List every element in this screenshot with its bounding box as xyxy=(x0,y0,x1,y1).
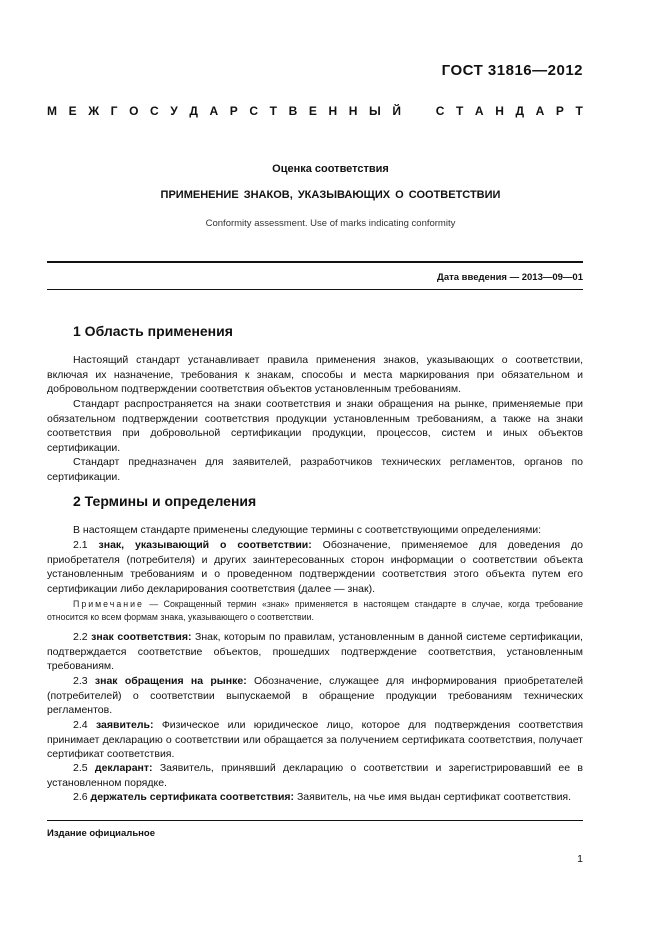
term-number: 2.1 xyxy=(73,539,88,551)
letter: А xyxy=(209,104,219,118)
term-2-6 xyxy=(47,790,583,805)
paragraph-text: В настоящем стандарте применены следующие термины с соответствующими определениями: xyxy=(73,524,542,536)
letter: Н xyxy=(348,104,358,118)
section-1-heading: 1 Область применения xyxy=(73,323,233,339)
term-number: 2.4 xyxy=(73,719,88,731)
term-2-1 xyxy=(47,538,583,596)
note xyxy=(47,598,583,624)
term-definition: Заявитель, принявший декларацию о соответствии и зарегистрировавший ее в установленном порядке. xyxy=(47,762,583,789)
letter: Й xyxy=(392,104,401,118)
term-definition: Знак, которым по правилам, установленным в данной системе сертификации, подтверждается соответствие объектов, прошедших подтверждение соответствия, установленным требованиям. xyxy=(47,631,583,673)
letter: Н xyxy=(495,104,504,118)
term-name: знак соответствия: xyxy=(91,631,192,643)
term-number: 2.3 xyxy=(73,675,88,687)
term-number: 2.6 xyxy=(73,791,88,803)
letter: Т xyxy=(455,104,464,118)
subject-title: Оценка соответствия xyxy=(272,163,389,175)
section-2-intro xyxy=(47,523,583,538)
document-title: ПРИМЕНЕНИЕ ЗНАКОВ, УКАЗЫВАЮЩИХ О СООТВЕТСТВИИ xyxy=(160,189,501,201)
term-name: знак обращения на рынке: xyxy=(94,675,247,687)
note-text: — Сокращенный термин «знак» применяется в настоящем стандарте в случае, когда требование относится ко всем формам знака, указывающего о соответствии. xyxy=(47,599,583,622)
term-number: 2.5 xyxy=(73,762,88,774)
section-1-paragraph-3 xyxy=(47,455,583,484)
paragraph-text: Настоящий стандарт устанавливает правила применения знаков, указывающих о соответствии, включая их назначение, требования к знакам, способы и места маркирования при обязательном и добровольном подтверждении соответствия объектов установленным требованиям. xyxy=(47,354,583,396)
letter: С xyxy=(435,104,445,118)
letter: Н xyxy=(328,104,338,118)
letter: С xyxy=(249,104,259,118)
english-title: Conformity assessment. Use of marks indicating conformity xyxy=(205,218,456,229)
term-definition: Обозначение, применяемое для доведения до приобретателя (потребителя) и других заинтересованных сторон информации о соответствии объекта установленным требованиям и о проведенном подтверждении соответствия этого объекта путем его сертификации либо декларирования соответствия (далее — знак). xyxy=(47,539,584,595)
letter: Ж xyxy=(88,104,100,118)
date-divider xyxy=(47,289,583,290)
note-label: Примечание xyxy=(73,599,144,609)
paragraph-text: Стандарт предназначен для заявителей, разработчиков технических регламентов, органов по сертификации. xyxy=(47,456,583,483)
term-name: знак, указывающий о соответствии: xyxy=(98,539,312,551)
letter: Д xyxy=(515,104,525,118)
gost-number: ГОСТ 31816—2012 xyxy=(441,62,583,79)
section-1-paragraph-2 xyxy=(47,397,583,455)
letter: У xyxy=(170,104,178,118)
term-name: держатель сертификата соответствия: xyxy=(90,791,295,803)
letter: В xyxy=(288,104,298,118)
term-definition: Заявитель, на чье имя выдан сертификат соответствия. xyxy=(296,791,572,803)
letter: А xyxy=(535,104,545,118)
standard-type-heading xyxy=(47,104,583,118)
official-edition-label: Издание официальное xyxy=(47,828,155,839)
term-name: заявитель: xyxy=(95,719,154,731)
term-2-4 xyxy=(47,718,583,762)
section-2-heading: 2 Термины и определения xyxy=(73,493,257,509)
introduction-date: Дата введения — 2013—09—01 xyxy=(437,272,583,283)
term-number: 2.2 xyxy=(73,631,88,643)
term-2-2 xyxy=(47,630,583,674)
title-divider xyxy=(47,261,583,263)
term-definition: Обозначение, служащее для информирования приобретателей (потребителей) о соответствии выпускаемой в обращение продукции требованиям технических регламентов. xyxy=(47,675,584,717)
letter: Г xyxy=(110,104,118,118)
term-name: декларант: xyxy=(94,762,153,774)
section-1-paragraph-1 xyxy=(47,353,583,397)
letter: С xyxy=(150,104,159,118)
letter: Т xyxy=(575,104,583,118)
letter: Р xyxy=(229,104,238,118)
term-definition: Физическое или юридическое лицо, которое для подтверждения соответствия принимает декларацию о соответствии или обращается за получением сертификата соответствия, получает сертификат соответствия. xyxy=(47,719,584,761)
letter: Д xyxy=(189,104,198,118)
letter: Ы xyxy=(368,104,381,118)
letter: М xyxy=(47,104,57,118)
paragraph-text: Стандарт распространяется на знаки соответствия и знаки обращения на рынке, применяемые при обязательном подтверждении соответствия продукции установленным требованиям, а также на знаки соответствия при добровольной сертификации продукции, процессов, систем и иных объектов сертификации. xyxy=(47,398,583,454)
letter: Р xyxy=(555,104,564,118)
page-number: 1 xyxy=(577,853,583,865)
letter: О xyxy=(129,104,139,118)
footer-divider xyxy=(47,820,583,821)
letter: Т xyxy=(269,104,277,118)
term-2-3 xyxy=(47,674,583,718)
term-2-5 xyxy=(47,761,583,790)
letter: А xyxy=(474,104,484,118)
letter: Е xyxy=(308,104,317,118)
letter: Е xyxy=(68,104,77,118)
